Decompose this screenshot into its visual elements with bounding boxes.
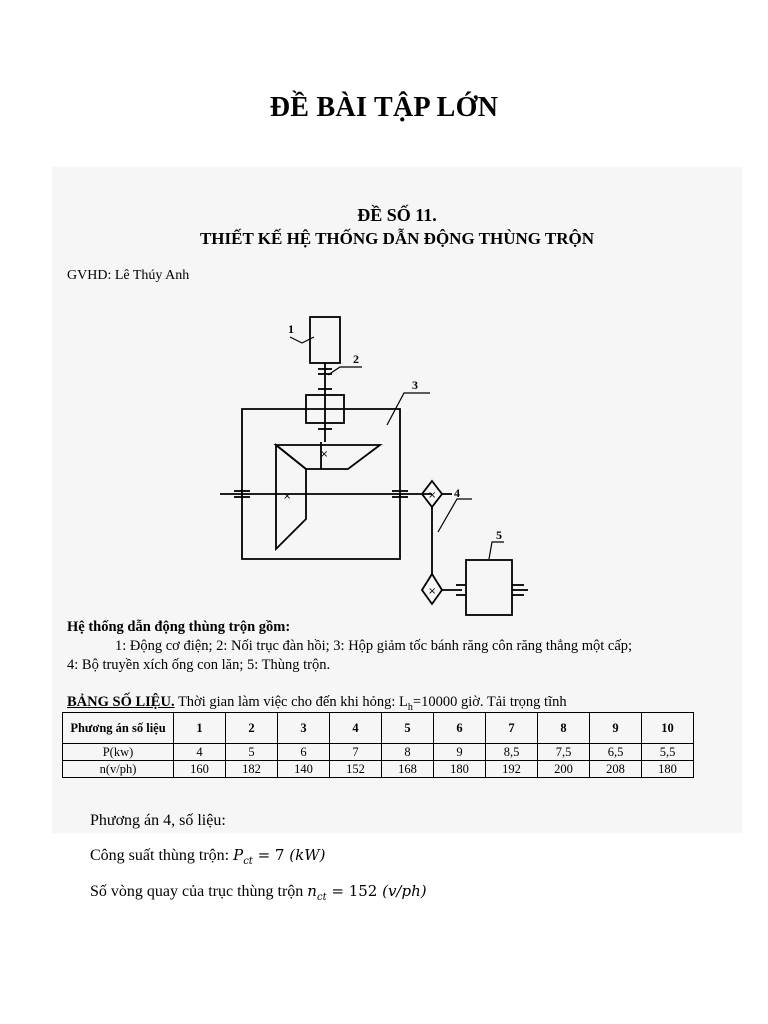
sprocket-x-mark: × (428, 490, 437, 501)
table-cell: 6,5 (590, 744, 642, 761)
variant-header: 8 (538, 713, 590, 744)
gearbox-housing (234, 409, 408, 559)
table-cell: 6 (278, 744, 330, 761)
table-cell: 180 (434, 761, 486, 778)
table-cell: 9 (434, 744, 486, 761)
diagram-label-4: 4 (454, 486, 460, 500)
table-cell: 7 (330, 744, 382, 761)
drive-system-diagram (52, 297, 742, 617)
table-cell: 8 (382, 744, 434, 761)
variant-header: 1 (174, 713, 226, 744)
diagram-label-5: 5 (496, 528, 502, 542)
mixing-drum (456, 560, 528, 615)
gear-x-mark: × (320, 449, 329, 460)
variant-header: 10 (642, 713, 694, 744)
table-cell: 7,5 (538, 744, 590, 761)
table-cell: 5 (226, 744, 278, 761)
table-cell: 5,5 (642, 744, 694, 761)
table-caption: BẢNG SỐ LIỆU. Thời gian làm việc cho đến khi hỏng: $L_h=10000$ giờ. Tải trọng tĩnh (67, 694, 567, 713)
table-cell: 200 (538, 761, 590, 778)
motor (310, 317, 340, 363)
elastic-coupling (306, 383, 344, 442)
table-cell: 180 (642, 761, 694, 778)
table-cell: 182 (226, 761, 278, 778)
assignment-subject: THIẾT KẾ HỆ THỐNG DẪN ĐỘNG THÙNG TRỘN (199, 229, 595, 248)
table-row (63, 761, 694, 778)
variant-header: 4 (330, 713, 382, 744)
table-cell: 8,5 (486, 744, 538, 761)
system-description-title: Hệ thống dẫn động thùng trộn gồm: (67, 619, 291, 635)
variant-header: 2 (226, 713, 278, 744)
assignment-number: ĐỀ SỐ 11. (357, 205, 437, 225)
table-cell: 168 (382, 761, 434, 778)
variant-header: 5 (382, 713, 434, 744)
table-cell: 4 (174, 744, 226, 761)
table-cell: 192 (486, 761, 538, 778)
gear-x-mark: × (283, 491, 292, 502)
table-cell: 160 (174, 761, 226, 778)
table-cell: 208 (590, 761, 642, 778)
diagram-label-1: 1 (288, 322, 294, 336)
table-row (63, 744, 694, 761)
system-components-line2: 4: Bộ truyền xích ống con lăn; 5: Thùng trộn. (67, 657, 331, 673)
table-cell: 152 (330, 761, 382, 778)
row-label: n(v/ph) (63, 761, 174, 778)
system-components-line1: 1: Động cơ điện; 2: Nối trục đàn hồi; 3: Hộp giảm tốc bánh răng côn răng thẳng một cấp; (115, 638, 633, 654)
page-title: ĐỀ BÀI TẬP LỚN (269, 92, 499, 123)
chosen-variant: Phương án 4, số liệu: (90, 812, 226, 829)
variant-header: 9 (590, 713, 642, 744)
table-header-row (63, 713, 694, 744)
variant-header: 7 (486, 713, 538, 744)
data-table (62, 712, 694, 778)
table-header-label: Phương án số liệu (63, 713, 174, 744)
assignment-scan (52, 167, 742, 833)
diagram-label-2: 2 (353, 352, 359, 366)
diagram-label-3: 3 (412, 378, 418, 392)
variant-header: 6 (434, 713, 486, 744)
sprocket-x-mark: × (428, 586, 437, 597)
variant-header: 3 (278, 713, 330, 744)
row-label: P(kw) (63, 744, 174, 761)
drum-power: Công suất thùng trộn: $P_{ct} = 7$ (kW) (90, 846, 326, 867)
drum-shaft-speed: Số vòng quay của trục thùng trộn $n_{ct} = 152$ (v/ph) (90, 882, 427, 903)
supervisor: GVHD: Lê Thúy Anh (67, 268, 190, 283)
table-cell: 140 (278, 761, 330, 778)
